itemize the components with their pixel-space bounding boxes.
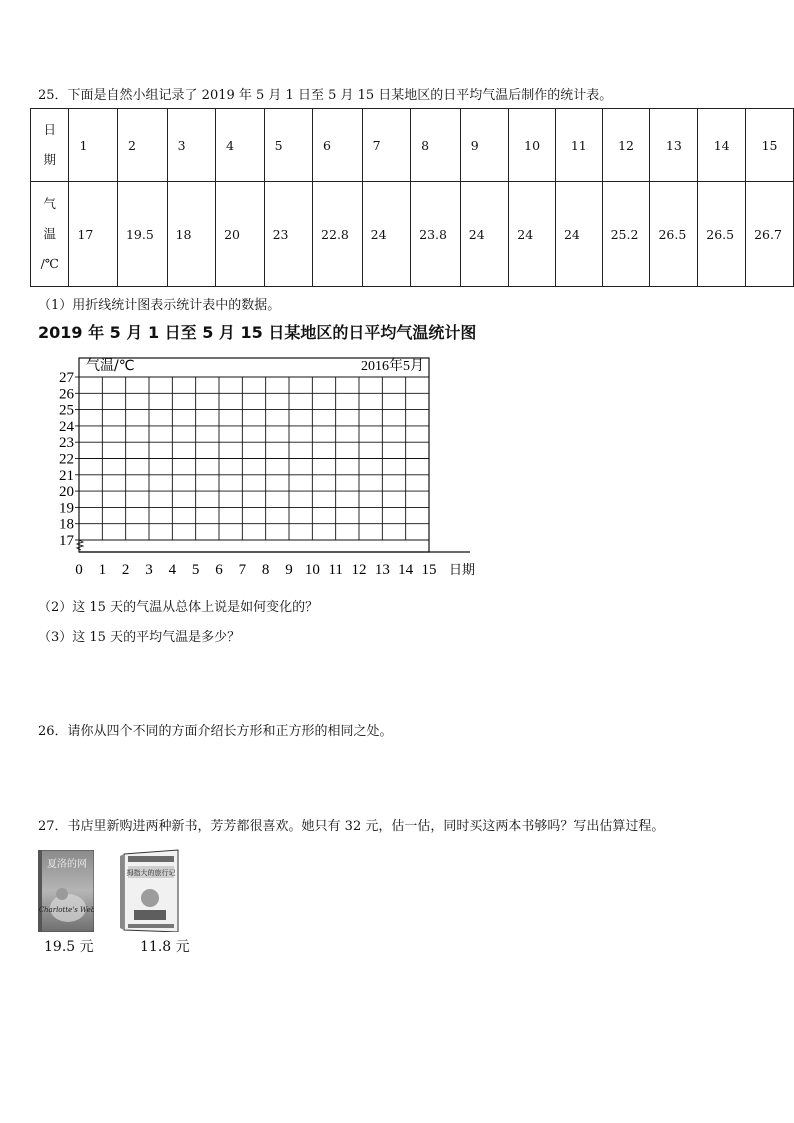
- y-tick-label: 21: [59, 467, 74, 484]
- x-tick-label: 8: [261, 562, 270, 578]
- chart-title: 2019 年 5 月 1 日至 5 月 15 日某地区的日平均气温统计图: [38, 323, 477, 342]
- x-tick-label: 0: [75, 562, 83, 578]
- y-tick-label: 20: [59, 484, 74, 501]
- q25-title: 25．下面是自然小组记录了 2019 年 5 月 1 日至 5 月 15 日某地区的日平均气温后制作的统计表。: [38, 88, 613, 103]
- x-tick-label: 10: [304, 562, 320, 578]
- date-cell: 2: [117, 109, 167, 182]
- date-cell: 1: [69, 109, 117, 182]
- temp-cell: 18: [167, 182, 215, 287]
- date-cell: 10: [509, 109, 556, 182]
- temperature-line-chart-grid: [0, 340, 500, 590]
- x-tick-label: 1: [98, 562, 107, 578]
- chart-date-note: 2016年5月: [361, 359, 424, 374]
- date-label-char: 日: [43, 122, 56, 137]
- date-row: [31, 109, 794, 182]
- temperature-table: [30, 108, 794, 287]
- y-tick-label: 27: [59, 370, 74, 386]
- x-axis-label: 日期: [448, 563, 476, 578]
- x-tick-label: 7: [238, 562, 247, 578]
- axis-break-mark: [77, 540, 83, 550]
- date-cell: 9: [460, 109, 508, 182]
- book2-cover-title: 拇指大的旅行记: [126, 869, 176, 877]
- temp-cell: 26.5: [698, 182, 746, 287]
- date-cell: 6: [313, 109, 363, 182]
- q27-title: 27．书店里新购进两种新书，芳芳都很喜欢。她只有 32 元，估一估，同时买这两本书够吗？写出估算过程。: [38, 819, 665, 834]
- temp-cell: 23: [264, 182, 312, 287]
- date-cell: 15: [746, 109, 794, 182]
- book-cover-charlottes-web: [38, 850, 94, 932]
- y-tick-label: 17: [59, 533, 74, 549]
- book1-cover-subtitle: Charlotte's Web: [38, 906, 94, 914]
- x-tick-label: 6: [215, 562, 223, 578]
- q26-title: 26．请你从四个不同的方面介绍长方形和正方形的相同之处。: [38, 724, 393, 739]
- y-tick-label: 19: [59, 500, 74, 517]
- date-cell: 3: [167, 109, 215, 182]
- date-cell: 12: [602, 109, 650, 182]
- x-tick-label: 13: [374, 562, 390, 578]
- x-tick-label: 9: [285, 562, 293, 578]
- x-tick-label: 2: [121, 562, 130, 578]
- y-tick-label: 24: [59, 418, 74, 435]
- temp-cell: 20: [216, 182, 264, 287]
- x-tick-label: 15: [421, 562, 437, 578]
- temp-cell: 25.2: [602, 182, 650, 287]
- date-cell: 7: [362, 109, 410, 182]
- book1-price: 19.5 元: [44, 939, 94, 955]
- y-tick-label: 23: [59, 435, 74, 452]
- book1-cover-title: 夏洛的网: [47, 859, 87, 870]
- q25-part1: （1）用折线统计图表示统计表中的数据。: [38, 298, 281, 313]
- q25-part3: （3）这 15 天的平均气温是多少？: [38, 630, 241, 645]
- y-axis-label: 气温/℃: [86, 358, 135, 374]
- x-tick-label: 11: [328, 562, 343, 578]
- temp-cell: 17: [69, 182, 117, 287]
- temp-header-cell: [31, 182, 69, 287]
- date-cell: 8: [411, 109, 461, 182]
- temp-label-char: /℃: [40, 256, 59, 271]
- temp-cell: 26.5: [650, 182, 698, 287]
- y-tick-label: 26: [59, 386, 74, 403]
- chart-frame: [79, 358, 429, 552]
- date-cell: 4: [216, 109, 264, 182]
- date-cell: 13: [650, 109, 698, 182]
- date-label-char: 期: [43, 152, 56, 167]
- temp-cell: 24: [509, 182, 556, 287]
- date-cell: 11: [555, 109, 602, 182]
- y-tick-label: 25: [59, 402, 74, 419]
- temp-row: [31, 182, 794, 287]
- y-tick-label: 18: [59, 516, 74, 533]
- x-tick-label: 12: [351, 562, 367, 578]
- temp-cell: 22.8: [313, 182, 363, 287]
- x-tick-label: 4: [168, 562, 177, 578]
- temp-label-char: 气: [43, 196, 56, 211]
- temp-cell: 24: [362, 182, 410, 287]
- y-tick-label: 22: [59, 451, 74, 468]
- x-tick-label: 3: [145, 562, 153, 578]
- temp-cell: 26.7: [746, 182, 794, 287]
- temp-cell: 23.8: [411, 182, 461, 287]
- date-header-cell: [31, 109, 69, 182]
- date-cell: 5: [264, 109, 312, 182]
- book2-price: 11.8 元: [140, 939, 190, 955]
- temp-cell: 19.5: [117, 182, 167, 287]
- temp-cell: 24: [460, 182, 508, 287]
- temp-cell: 24: [555, 182, 602, 287]
- x-tick-label: 5: [191, 562, 200, 578]
- q25-part2: （2）这 15 天的气温从总体上说是如何变化的？: [38, 600, 319, 615]
- date-cell: 14: [698, 109, 746, 182]
- x-tick-label: 14: [398, 562, 414, 578]
- book-cover-travel-notes: [120, 848, 182, 932]
- temp-label-char: 温: [43, 226, 56, 241]
